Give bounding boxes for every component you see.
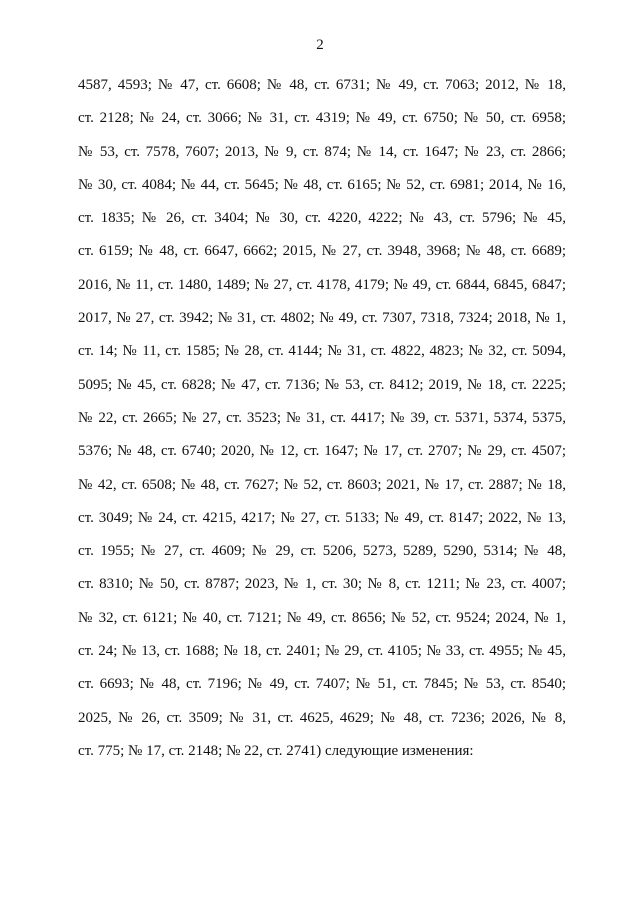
text-line: 2016, № 11, ст. 1480, 1489; № 27, ст. 4178, 4179; № 49, ст. 6844, 6845, 6847; <box>78 276 566 293</box>
text-line: ст. 1955; № 27, ст. 4609; № 29, ст. 5206, 5273, 5289, 5290, 5314; № 48, <box>78 543 566 560</box>
text-line: № 22, ст. 2665; № 27, ст. 3523; № 31, ст. 4417; № 39, ст. 5371, 5374, 5375, <box>78 409 566 426</box>
text-line: ст. 3049; № 24, ст. 4215, 4217; № 27, ст. 5133; № 49, ст. 8147; 2022, № 13, <box>78 509 566 526</box>
text-line: 4587, 4593; № 47, ст. 6608; № 48, ст. 6731; № 49, ст. 7063; 2012, № 18, <box>78 77 566 93</box>
text-line-last: ст. 775; № 17, ст. 2148; № 22, ст. 2741) следующие изменения: <box>78 742 474 759</box>
page-number: 2 <box>316 37 324 53</box>
text-line: № 30, ст. 4084; № 44, ст. 5645; № 48, ст. 6165; № 52, ст. 6981; 2014, № 16, <box>78 176 566 193</box>
text-line: ст. 14; № 11, ст. 1585; № 28, ст. 4144; № 31, ст. 4822, 4823; № 32, ст. 5094, <box>78 343 566 360</box>
text-line: ст. 1835; № 26, ст. 3404; № 30, ст. 4220, 4222; № 43, ст. 5796; № 45, <box>78 210 566 227</box>
text-line: № 42, ст. 6508; № 48, ст. 7627; № 52, ст. 8603; 2021, № 17, ст. 2887; № 18, <box>78 476 566 493</box>
text-line: 2025, № 26, ст. 3509; № 31, ст. 4625, 4629; № 48, ст. 7236; 2026, № 8, <box>78 709 566 726</box>
text-line: ст. 24; № 13, ст. 1688; № 18, ст. 2401; № 29, ст. 4105; № 33, ст. 4955; № 45, <box>78 643 566 660</box>
text-line: № 53, ст. 7578, 7607; 2013, № 9, ст. 874; № 14, ст. 1647; № 23, ст. 2866; <box>78 143 566 160</box>
text-line: 5376; № 48, ст. 6740; 2020, № 12, ст. 1647; № 17, ст. 2707; № 29, ст. 4507; <box>78 443 566 460</box>
text-line: 2017, № 27, ст. 3942; № 31, ст. 4802; № 49, ст. 7307, 7318, 7324; 2018, № 1, <box>78 310 566 327</box>
text-line: № 32, ст. 6121; № 40, ст. 7121; № 49, ст. 8656; № 52, ст. 9524; 2024, № 1, <box>78 609 566 626</box>
text-line: 5095; № 45, ст. 6828; № 47, ст. 7136; № 53, ст. 8412; 2019, № 18, ст. 2225; <box>78 376 566 393</box>
text-line: ст. 6693; № 48, ст. 7196; № 49, ст. 7407; № 51, ст. 7845; № 53, ст. 8540; <box>78 676 566 693</box>
text-line: ст. 8310; № 50, ст. 8787; 2023, № 1, ст. 30; № 8, ст. 1211; № 23, ст. 4007; <box>78 576 566 593</box>
text-line: ст. 6159; № 48, ст. 6647, 6662; 2015, № 27, ст. 3948, 3968; № 48, ст. 6689; <box>78 243 566 260</box>
body-text <box>78 75 566 774</box>
text-line: ст. 2128; № 24, ст. 3066; № 31, ст. 4319; № 49, ст. 6750; № 50, ст. 6958; <box>78 110 566 127</box>
